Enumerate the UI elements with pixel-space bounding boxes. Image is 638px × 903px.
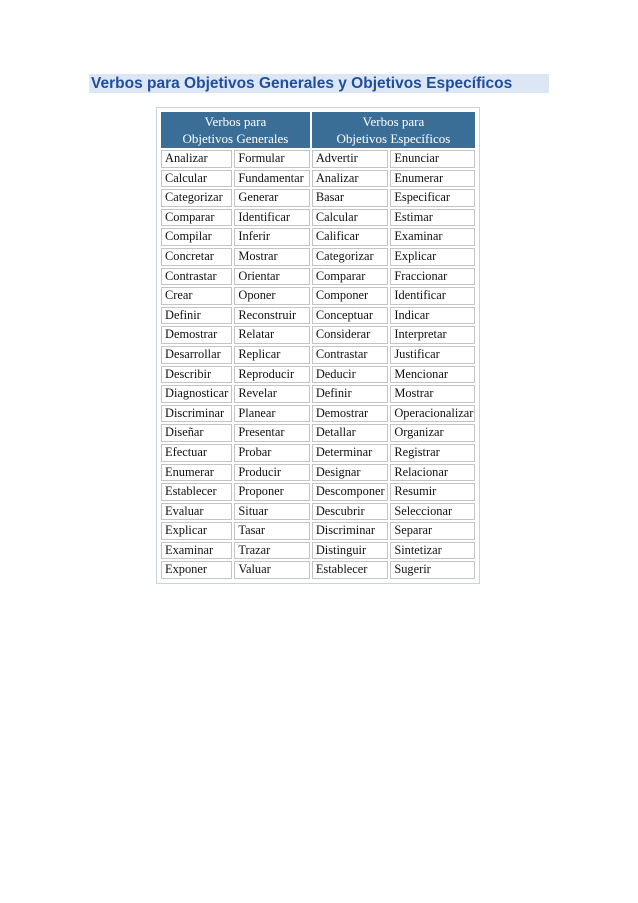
table-row: [161, 366, 475, 384]
table-row: [161, 522, 475, 540]
table-cell: Examinar: [390, 228, 475, 246]
table-cell: Determinar: [312, 444, 388, 462]
header-objetivos-especificos: [312, 112, 475, 148]
table-cell: Registrar: [390, 444, 475, 462]
table-cell: Indicar: [390, 307, 475, 325]
table-cell: Deducir: [312, 366, 388, 384]
table-cell: Conceptuar: [312, 307, 388, 325]
table-cell: Exponer: [161, 561, 232, 579]
table-row: [161, 385, 475, 403]
table-row: [161, 268, 475, 286]
table-cell: Evaluar: [161, 503, 232, 521]
table-cell: Basar: [312, 189, 388, 207]
table-cell: Relatar: [234, 326, 309, 344]
table-row: [161, 503, 475, 521]
table-row: [161, 405, 475, 423]
table-cell: Compilar: [161, 228, 232, 246]
table-cell: Analizar: [312, 170, 388, 188]
table-cell: Enunciar: [390, 150, 475, 168]
table-cell: Situar: [234, 503, 309, 521]
table-row: [161, 464, 475, 482]
table-cell: Enumerar: [161, 464, 232, 482]
table-cell: Organizar: [390, 424, 475, 442]
table-row: [161, 326, 475, 344]
table-cell: Replicar: [234, 346, 309, 364]
table-cell: Presentar: [234, 424, 309, 442]
table-cell: Efectuar: [161, 444, 232, 462]
table-cell: Componer: [312, 287, 388, 305]
table-cell: Discriminar: [312, 522, 388, 540]
table-cell: Sugerir: [390, 561, 475, 579]
table-cell: Trazar: [234, 542, 309, 560]
table-cell: Separar: [390, 522, 475, 540]
table-cell: Analizar: [161, 150, 232, 168]
table-row: [161, 209, 475, 227]
table-cell: Explicar: [390, 248, 475, 266]
table-cell: Fundamentar: [234, 170, 309, 188]
table-cell: Mostrar: [390, 385, 475, 403]
table-cell: Descomponer: [312, 483, 388, 501]
table-cell: Resumir: [390, 483, 475, 501]
table-cell: Definir: [161, 307, 232, 325]
table-cell: Identificar: [390, 287, 475, 305]
table-cell: Oponer: [234, 287, 309, 305]
table-cell: Justificar: [390, 346, 475, 364]
table-cell: Demostrar: [161, 326, 232, 344]
table-row: [161, 561, 475, 579]
header-line: Verbos para: [204, 114, 267, 129]
table-cell: Crear: [161, 287, 232, 305]
table-cell: Revelar: [234, 385, 309, 403]
table-cell: Establecer: [312, 561, 388, 579]
header-line: Verbos para: [362, 114, 425, 129]
table-cell: Demostrar: [312, 405, 388, 423]
table-cell: Designar: [312, 464, 388, 482]
table-row: [161, 542, 475, 560]
table-cell: Orientar: [234, 268, 309, 286]
table-cell: Discriminar: [161, 405, 232, 423]
table-cell: Describir: [161, 366, 232, 384]
table-cell: Sintetizar: [390, 542, 475, 560]
table-cell: Comparar: [312, 268, 388, 286]
table-body: [161, 150, 475, 579]
table-row: [161, 150, 475, 168]
table-cell: Contrastar: [161, 268, 232, 286]
table-cell: Generar: [234, 189, 309, 207]
table-cell: Establecer: [161, 483, 232, 501]
table-cell: Comparar: [161, 209, 232, 227]
table-cell: Definir: [312, 385, 388, 403]
table-row: [161, 248, 475, 266]
table-row: [161, 228, 475, 246]
table-cell: Especificar: [390, 189, 475, 207]
table-row: [161, 287, 475, 305]
table-cell: Contrastar: [312, 346, 388, 364]
table-cell: Categorizar: [312, 248, 388, 266]
table-cell: Descubrir: [312, 503, 388, 521]
table-row: [161, 346, 475, 364]
table-cell: Tasar: [234, 522, 309, 540]
table-cell: Fraccionar: [390, 268, 475, 286]
table-cell: Calcular: [161, 170, 232, 188]
table-cell: Probar: [234, 444, 309, 462]
table-cell: Distinguir: [312, 542, 388, 560]
table-cell: Considerar: [312, 326, 388, 344]
table-row: [161, 424, 475, 442]
table-cell: Proponer: [234, 483, 309, 501]
table-cell: Interpretar: [390, 326, 475, 344]
table-cell: Explicar: [161, 522, 232, 540]
table-cell: Advertir: [312, 150, 388, 168]
table-cell: Mencionar: [390, 366, 475, 384]
table-cell: Planear: [234, 405, 309, 423]
table-row: [161, 170, 475, 188]
table-cell: Reconstruir: [234, 307, 309, 325]
table-cell: Reproducir: [234, 366, 309, 384]
table-cell: Valuar: [234, 561, 309, 579]
table-cell: Diseñar: [161, 424, 232, 442]
table-cell: Estimar: [390, 209, 475, 227]
table-cell: Inferir: [234, 228, 309, 246]
table-cell: Concretar: [161, 248, 232, 266]
table-row: [161, 189, 475, 207]
table-cell: Relacionar: [390, 464, 475, 482]
table-cell: Formular: [234, 150, 309, 168]
header-objetivos-generales: [161, 112, 310, 148]
table-row: [161, 444, 475, 462]
table-cell: Diagnosticar: [161, 385, 232, 403]
table-header-row: [161, 112, 475, 148]
table-cell: Calcular: [312, 209, 388, 227]
page-title: Verbos para Objetivos Generales y Objetivos Específicos: [89, 74, 549, 93]
verbs-table: [159, 110, 477, 581]
table-cell: Seleccionar: [390, 503, 475, 521]
table-cell: Detallar: [312, 424, 388, 442]
table-cell: Categorizar: [161, 189, 232, 207]
table-cell: Examinar: [161, 542, 232, 560]
table-cell: Identificar: [234, 209, 309, 227]
verbs-table-container: [156, 107, 480, 584]
table-cell: Mostrar: [234, 248, 309, 266]
header-line: Objetivos Generales: [182, 131, 289, 146]
table-cell: Operacionalizar: [390, 405, 475, 423]
table-cell: Producir: [234, 464, 309, 482]
header-line: Objetivos Específicos: [336, 131, 451, 146]
table-cell: Desarrollar: [161, 346, 232, 364]
table-cell: Calificar: [312, 228, 388, 246]
table-row: [161, 483, 475, 501]
table-cell: Enumerar: [390, 170, 475, 188]
table-row: [161, 307, 475, 325]
